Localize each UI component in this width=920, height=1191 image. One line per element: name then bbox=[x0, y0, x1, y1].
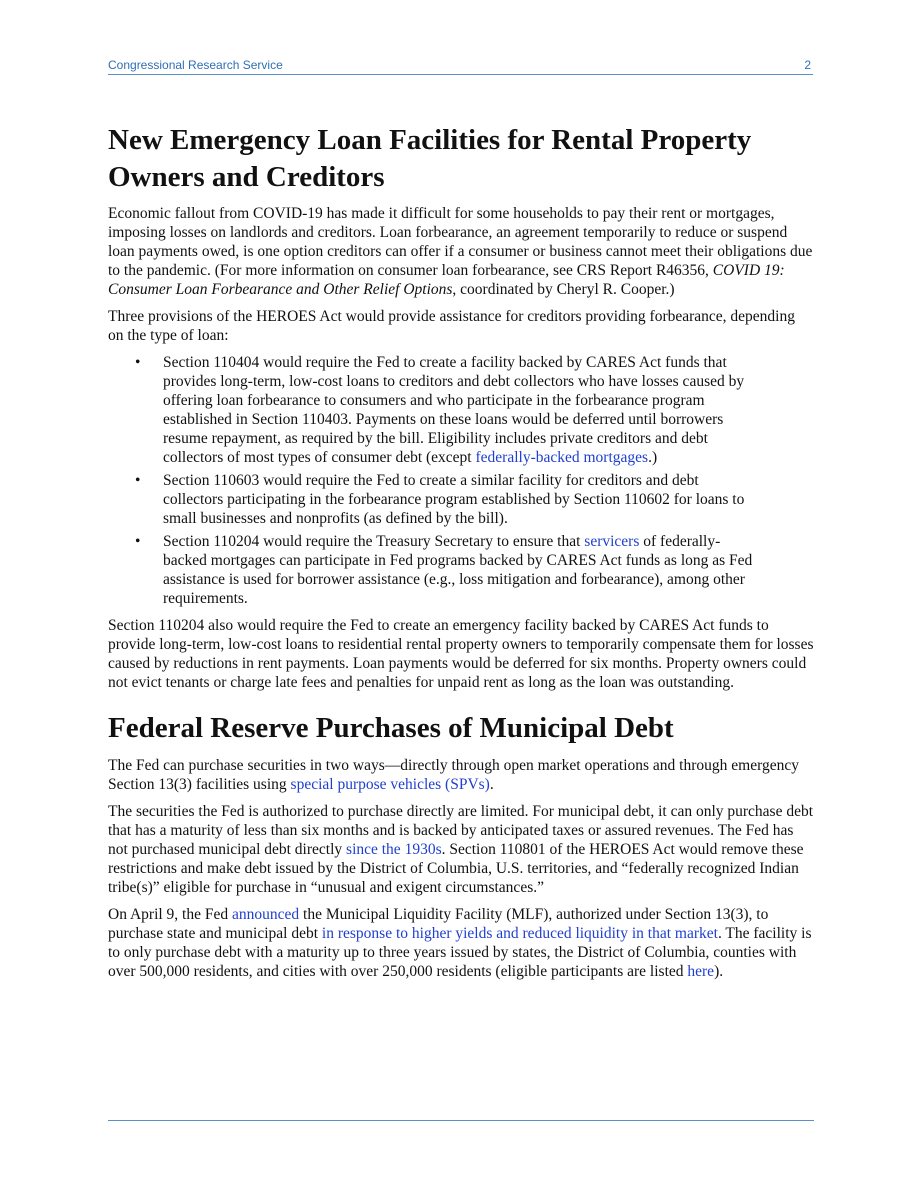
list-item: • Section 110204 would require the Treasury Secretary to ensure that servicers of federally-backed mortgages can participate in Fed programs backed by CARES Act funds as long as Fed assistance is used for borrower assistance (e.g., loss mitigation and forbearance), among other requirements. bbox=[135, 533, 753, 607]
link-servicers[interactable]: servicers bbox=[584, 533, 640, 550]
running-header bbox=[108, 58, 813, 75]
paragraph-two-ways: The Fed can purchase securities in two ways—directly through open market operations and through emergency Section 13(3) facilities using special purpose vehicles (SPVs). bbox=[108, 757, 799, 793]
report-title: COVID 19: Consumer Loan Forbearance and Other Relief Options bbox=[108, 262, 785, 298]
section-heading-loan-facilities: New Emergency Loan Facilities for Rental Property Owners and Creditors bbox=[108, 124, 752, 193]
list-item: • Section 110404 would require the Fed to create a facility backed by CARES Act funds that provides long-term, low-cost loans to creditors and debt collectors who have losses caused by offering loan forbearance to consumers and who participate in the forbearance program established in Section 110403. Payments on these loans would be deferred until borrowers resume repayment, as required by the bill. Eligibility includes private creditors and debt collectors of most types of consumer debt (except federally-backed mortgages.) bbox=[135, 354, 745, 466]
paragraph-securities-limited: The securities the Fed is authorized to purchase directly are limited. For municipal debt, it can only purchase debt that has a maturity of less than six months and is backed by anticipated taxes or assured revenues. The Fed has not purchased municipal debt directly since the 1930s. Section 110801 of the HEROES Act would remove these restrictions and make debt issued by the District of Columbia, U.S. territories, and “federally recognized Indian tribe(s)” eligible for purchase in “unusual and exigent circumstances.” bbox=[108, 803, 814, 896]
bullet-glyph: • bbox=[135, 354, 141, 371]
paragraph-mlf: On April 9, the Fed announced the Municipal Liquidity Facility (MLF), authorized under Section 13(3), to purchase state and municipal debt in response to higher yields and reduced liquidity in that market. The facility is to only purchase debt with a maturity up to three years issued by states, the District of Columbia, counties with over 500,000 residents, and cities with over 250,000 residents (eligible participants are listed here). bbox=[108, 906, 812, 980]
footer-divider bbox=[108, 1120, 814, 1121]
section-heading-municipal-debt: Federal Reserve Purchases of Municipal Debt bbox=[108, 712, 674, 744]
header-publisher: Congressional Research Service bbox=[108, 58, 283, 72]
link-federally-backed-mortgages[interactable]: federally-backed mortgages bbox=[475, 449, 649, 466]
provisions-list bbox=[108, 353, 814, 608]
link-announced[interactable]: announced bbox=[232, 906, 300, 923]
bullet-glyph: • bbox=[135, 533, 141, 550]
link-since-1930s[interactable]: since the 1930s bbox=[346, 841, 442, 858]
document-body bbox=[108, 122, 814, 989]
page-number: 2 bbox=[804, 58, 811, 72]
link-higher-yields[interactable]: in response to higher yields and reduced liquidity in that market bbox=[321, 925, 718, 942]
link-here[interactable]: here bbox=[687, 963, 715, 980]
paragraph-economic-fallout: Economic fallout from COVID-19 has made it difficult for some households to pay their rent or mortgages, imposing losses on landlords and creditors. Loan forbearance, an agreement temporarily to reduce or suspend loan payments owed, is one option creditors can offer if a consumer or business cannot meet their obligations due to the pandemic. (For more information on consumer loan forbearance, see CRS Report R46356, COVID 19: Consumer Loan Forbearance and Other Relief Options, coordinated by Cheryl R. Cooper.) bbox=[108, 205, 813, 298]
bullet-glyph: • bbox=[135, 472, 141, 489]
paragraph-three-provisions: Three provisions of the HEROES Act would provide assistance for creditors providing forbearance, depending on the type of loan: bbox=[108, 308, 795, 344]
list-item: • Section 110603 would require the Fed to create a similar facility for creditors and debt collectors participating in the forbearance program established by Section 110602 for loans to small businesses and nonprofits (as defined by the bill). bbox=[135, 472, 745, 527]
paragraph-section-110204: Section 110204 also would require the Fed to create an emergency facility backed by CARES Act funds to provide long-term, low-cost loans to residential rental property owners to temporarily compensate them for losses caused by reductions in rent payments. Loan payments would be deferred for six months. Property owners could not evict tenants or charge late fees and penalties for unpaid rent as long as the loan was outstanding. bbox=[108, 617, 814, 691]
link-spvs[interactable]: special purpose vehicles (SPVs) bbox=[290, 776, 490, 793]
